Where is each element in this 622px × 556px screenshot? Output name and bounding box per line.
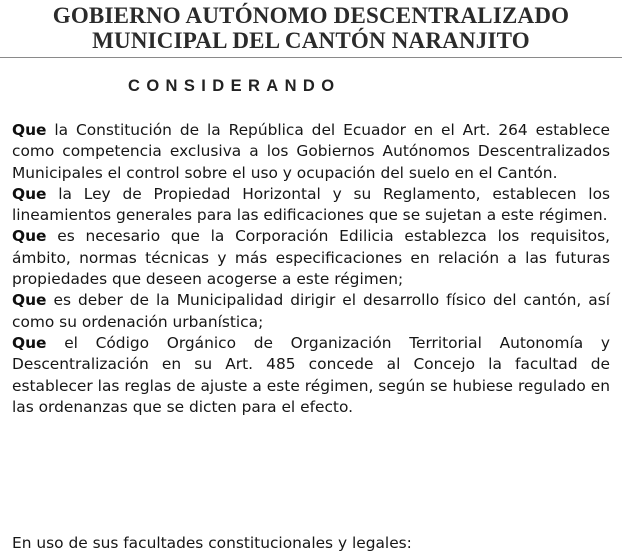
header-line-2: MUNICIPAL DEL CANTÓN NARANJITO bbox=[92, 28, 530, 53]
paragraph-keyword: Que bbox=[12, 121, 47, 139]
paragraph-keyword: Que bbox=[12, 227, 47, 246]
considerando-paragraph bbox=[12, 290, 610, 333]
document-body bbox=[12, 120, 610, 418]
paragraph-keyword: Que bbox=[12, 184, 47, 203]
considerando-paragraph bbox=[12, 333, 610, 418]
paragraph-text: el Código Orgánico de Organización Territorial Autonomía y Descentralización en su Art. 485 concede al Concejo la facultad de establecer las reglas de ajuste a este régimen, según se hubiese regulado en las ordenanzas que se dicten para el efecto. bbox=[12, 333, 610, 416]
considerando-paragraph bbox=[12, 120, 610, 184]
paragraph-text: la Ley de Propiedad Horizontal y su Reglamento, establecen los lineamientos generales para las edificaciones que se sujetan a este régimen. bbox=[12, 184, 610, 225]
paragraph-text: es deber de la Municipalidad dirigir el desarrollo físico del cantón, así como su ordenación urbanística; bbox=[12, 291, 610, 331]
considerando-paragraph bbox=[12, 184, 610, 227]
header-line-1: GOBIERNO AUTÓNOMO DESCENTRALIZADO bbox=[52, 3, 570, 28]
paragraph-keyword: Que bbox=[12, 333, 47, 352]
section-title: CONSIDERANDO bbox=[128, 77, 341, 95]
header-divider bbox=[0, 57, 622, 58]
paragraph-text: es necesario que la Corporación Edilicia establezca los requisitos, ámbito, normas técnicas y más especificaciones en relación a las futuras propiedades que deseen acogerse a este régimen; bbox=[12, 227, 610, 289]
paragraph-keyword: Que bbox=[12, 291, 47, 310]
closing-statement: En uso de sus facultades constitucionales y legales: bbox=[12, 534, 412, 552]
considerando-paragraph bbox=[12, 226, 610, 290]
paragraph-text: la Constitución de la República del Ecuador en el Art. 264 establece como competencia exclusiva a los Gobiernos Autónomos Descentralizados Municipales el control sobre el uso y ocupación del suelo en el Cantón. bbox=[12, 121, 610, 182]
